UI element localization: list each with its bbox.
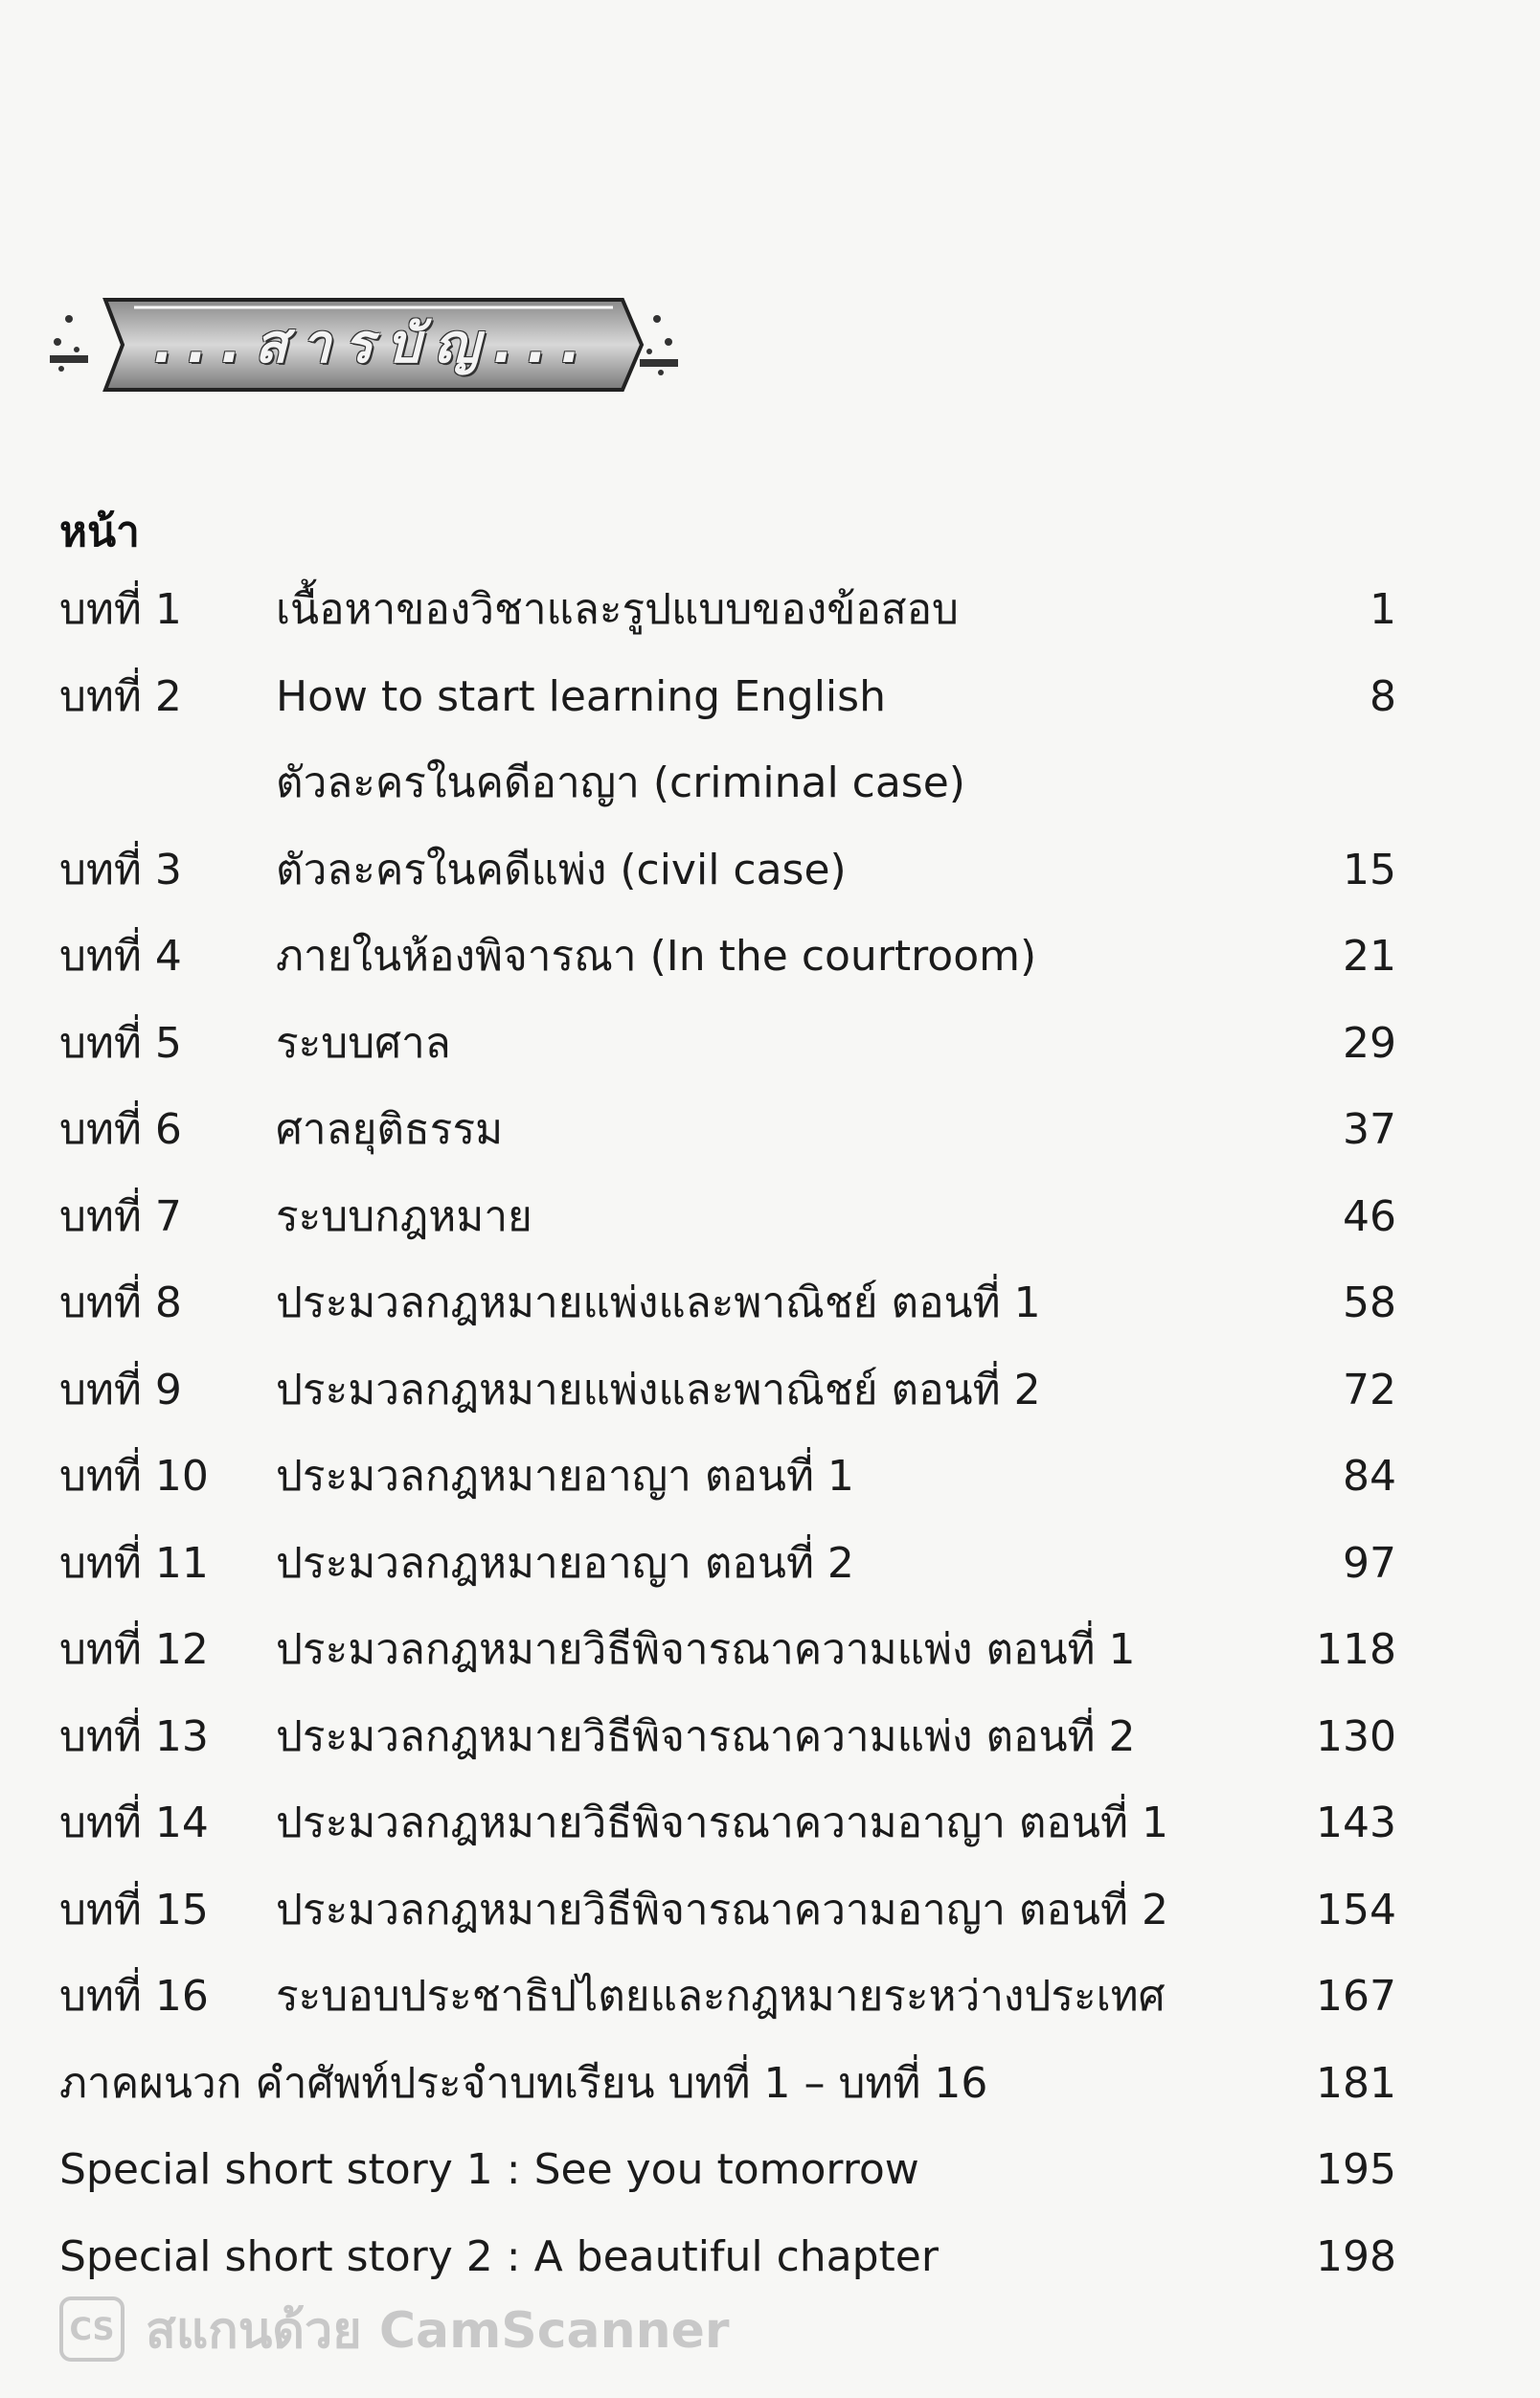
toc-chapter-label: บทที่ 13 — [59, 1712, 209, 1761]
toc-chapter-label: บทที่ 6 — [59, 1105, 182, 1154]
toc-entry-title: ศาลยุติธรรม — [276, 1105, 504, 1154]
toc-row — [0, 832, 1540, 909]
toc-chapter-label: บทที่ 16 — [59, 1972, 209, 2021]
toc-chapter-label: บทที่ 9 — [59, 1366, 182, 1414]
toc-row — [0, 1006, 1540, 1082]
toc-chapter-label: บทที่ 7 — [59, 1192, 182, 1241]
toc-page-number: 143 — [1316, 1798, 1396, 1847]
toc-page-number: 37 — [1343, 1105, 1396, 1154]
page-column-label: หน้า — [59, 508, 140, 556]
toc-row — [0, 1958, 1540, 2035]
toc-page-number: 29 — [1343, 1019, 1396, 1068]
toc-chapter-label: บทที่ 8 — [59, 1278, 182, 1327]
toc-entry-title: ภาคผนวก คำศัพท์ประจำบทเรียน บทที่ 1 – บทที่ 16 — [59, 2059, 988, 2108]
toc-page-number: 72 — [1343, 1366, 1396, 1414]
toc-page-number: 195 — [1316, 2145, 1396, 2194]
toc-page-number: 97 — [1343, 1539, 1396, 1588]
toc-page-number: 46 — [1343, 1192, 1396, 1241]
toc-row — [0, 1179, 1540, 1256]
toc-row — [0, 1265, 1540, 1342]
toc-chapter-label: บทที่ 4 — [59, 932, 182, 981]
toc-page-number: 1 — [1370, 585, 1396, 634]
toc-row — [0, 1612, 1540, 1688]
toc-entry-title: เนื้อหาของวิชาและรูปแบบของข้อสอบ — [276, 585, 959, 634]
toc-row — [0, 1352, 1540, 1429]
toc-row — [0, 2046, 1540, 2122]
toc-entry-title: ตัวละครในคดีอาญา (criminal case) — [276, 758, 965, 807]
toc-entry-title: ประมวลกฎหมายอาญา ตอนที่ 2 — [276, 1539, 854, 1588]
toc-chapter-label: บทที่ 11 — [59, 1539, 209, 1588]
toc-entry-title: How to start learning English — [276, 672, 886, 721]
toc-page-number: 198 — [1316, 2232, 1396, 2281]
toc-heading-banner — [48, 283, 680, 407]
toc-page-number: 8 — [1370, 672, 1396, 721]
toc-chapter-label: บทที่ 12 — [59, 1625, 209, 1674]
toc-entry-title: ประมวลกฎหมายวิธีพิจารณาความอาญา ตอนที่ 2 — [276, 1886, 1168, 1934]
toc-chapter-label: บทที่ 3 — [59, 846, 182, 894]
toc-entry-title: Special short story 1 : See you tomorrow — [59, 2145, 919, 2194]
toc-heading-title: ...สารบัญ... — [153, 313, 595, 375]
camscanner-watermark — [59, 2291, 730, 2367]
toc-page-number: 154 — [1316, 1886, 1396, 1934]
toc-chapter-label: บทที่ 14 — [59, 1798, 209, 1847]
toc-row — [0, 2132, 1540, 2208]
toc-page-number: 58 — [1343, 1278, 1396, 1327]
toc-entry-title: ระบอบประชาธิปไตยและกฎหมายระหว่างประเทศ — [276, 1972, 1166, 2021]
camscanner-logo-icon: CS — [59, 2296, 125, 2362]
toc-chapter-label: บทที่ 5 — [59, 1019, 182, 1068]
toc-row — [0, 659, 1540, 735]
toc-chapter-label: บทที่ 2 — [59, 672, 182, 721]
toc-page-number: 181 — [1316, 2059, 1396, 2108]
toc-page-number: 130 — [1316, 1712, 1396, 1761]
toc-row — [0, 1872, 1540, 1949]
toc-entry-title: ประมวลกฎหมายวิธีพิจารณาความแพ่ง ตอนที่ 1 — [276, 1625, 1136, 1674]
toc-row — [0, 572, 1540, 648]
toc-chapter-label: บทที่ 15 — [59, 1886, 209, 1934]
toc-entry-title: ประมวลกฎหมายวิธีพิจารณาความแพ่ง ตอนที่ 2 — [276, 1712, 1136, 1761]
toc-row — [0, 1699, 1540, 1776]
toc-chapter-label: บทที่ 10 — [59, 1452, 209, 1501]
toc-entry-title: ระบบกฎหมาย — [276, 1192, 532, 1241]
toc-entry-title: ประมวลกฎหมายวิธีพิจารณาความอาญา ตอนที่ 1 — [276, 1798, 1168, 1847]
toc-row — [0, 745, 1540, 822]
toc-row — [0, 1438, 1540, 1515]
toc-page-number: 84 — [1343, 1452, 1396, 1501]
toc-entry-title: ตัวละครในคดีแพ่ง (civil case) — [276, 846, 847, 894]
toc-entry-title: ภายในห้องพิจารณา (In the courtroom) — [276, 932, 1037, 981]
toc-row — [0, 1526, 1540, 1602]
toc-page-number: 15 — [1343, 846, 1396, 894]
toc-entry-title: ประมวลกฎหมายแพ่งและพาณิชย์ ตอนที่ 2 — [276, 1366, 1041, 1414]
toc-entry-title: ระบบศาล — [276, 1019, 451, 1068]
toc-row — [0, 1092, 1540, 1168]
watermark-text: สแกนด้วย CamScanner — [146, 2301, 730, 2360]
toc-chapter-label: บทที่ 1 — [59, 585, 182, 634]
toc-row — [0, 1785, 1540, 1862]
toc-row — [0, 918, 1540, 995]
toc-page-number: 21 — [1343, 932, 1396, 981]
toc-entry-title: Special short story 2 : A beautiful chapter — [59, 2232, 939, 2281]
toc-page-number: 118 — [1316, 1625, 1396, 1674]
toc-page-number: 167 — [1316, 1972, 1396, 2021]
toc-entry-title: ประมวลกฎหมายอาญา ตอนที่ 1 — [276, 1452, 854, 1501]
toc-entry-title: ประมวลกฎหมายแพ่งและพาณิชย์ ตอนที่ 1 — [276, 1278, 1041, 1327]
toc-row — [0, 2219, 1540, 2296]
